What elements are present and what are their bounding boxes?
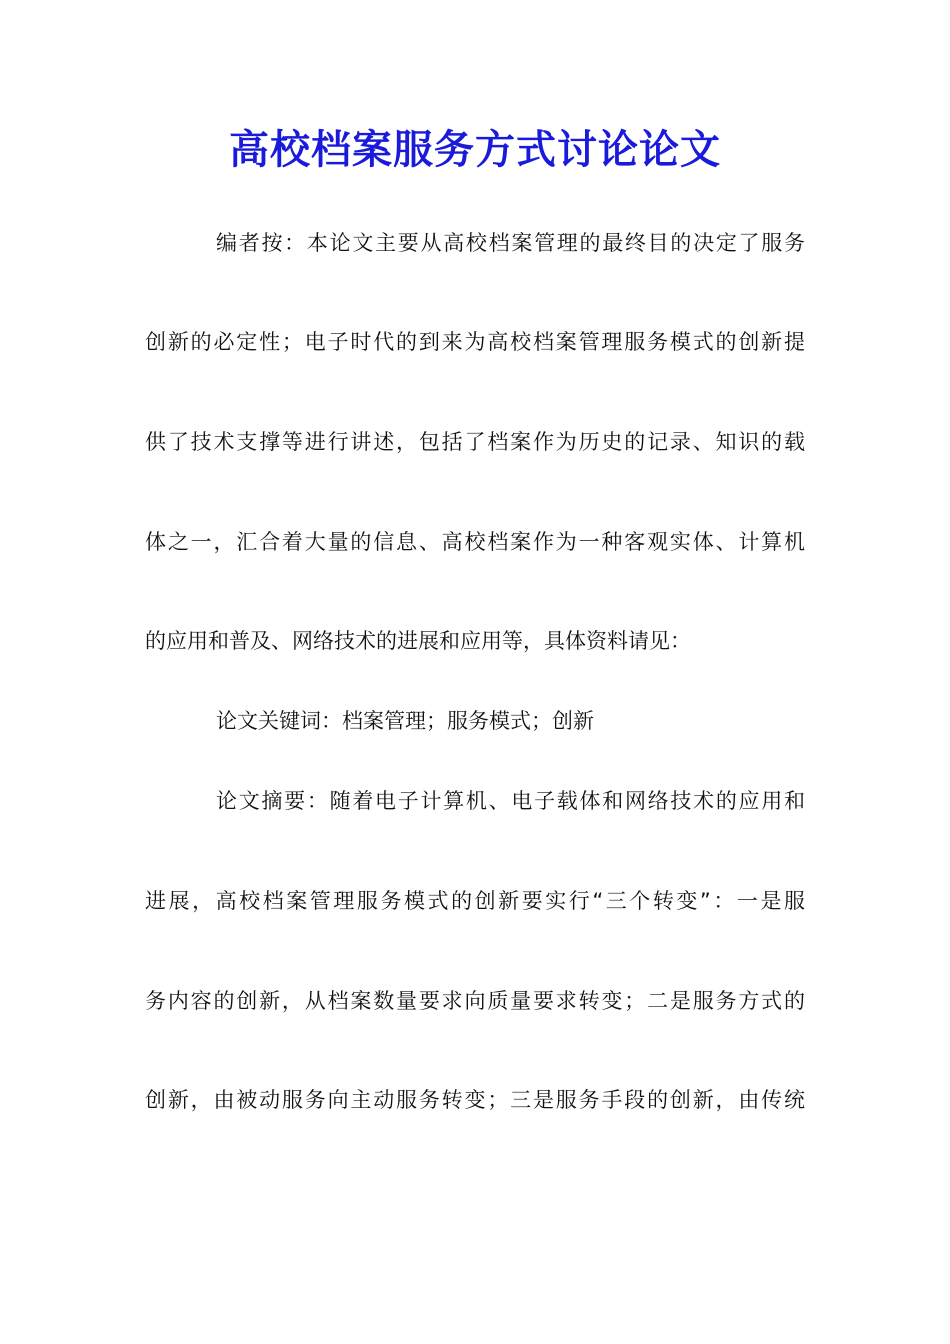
abstract-line: 进展，高校档案管理服务模式的创新要实行“三个转变”：一是服 <box>145 889 805 913</box>
abstract-line: 论文摘要：随着电子计算机、电子载体和网络技术的应用和 <box>216 789 805 813</box>
paragraph-line: 编者按：本论文主要从高校档案管理的最终目的决定了服务 <box>216 231 805 255</box>
paragraph-line: 体之一，汇合着大量的信息、高校档案作为一种客观实体、计算机 <box>145 530 805 554</box>
document-title: 高校档案服务方式讨论论文 <box>229 126 721 173</box>
keywords-line: 论文关键词：档案管理；服务模式；创新 <box>216 709 594 733</box>
abstract-line: 创新，由被动服务向主动服务转变；三是服务手段的创新，由传统 <box>145 1088 805 1112</box>
paragraph-line: 供了技术支撑等进行讲述，包括了档案作为历史的记录、知识的载 <box>145 430 805 454</box>
paragraph-line: 创新的必定性；电子时代的到来为高校档案管理服务模式的创新提 <box>145 330 805 354</box>
paragraph-line: 的应用和普及、网络技术的进展和应用等，具体资料请见： <box>145 629 691 653</box>
abstract-line: 务内容的创新，从档案数量要求向质量要求转变；二是服务方式的 <box>145 989 805 1013</box>
